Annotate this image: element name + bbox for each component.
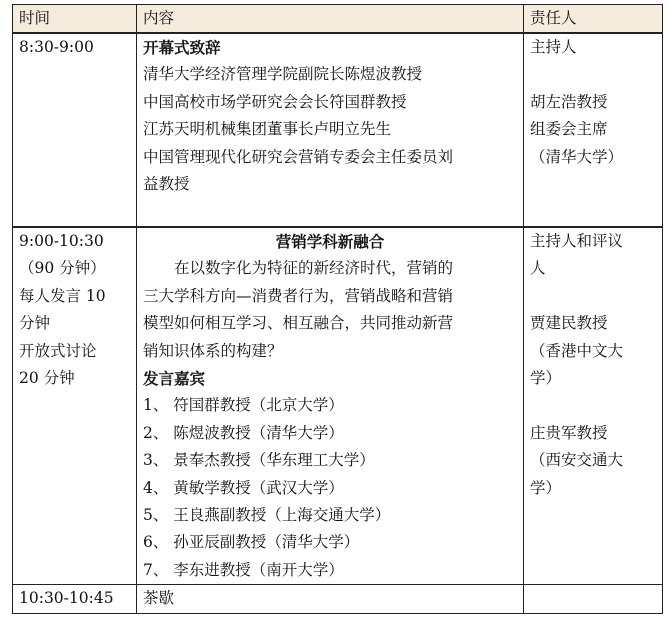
speakers-heading: 发言嘉宾 [143,369,206,389]
header-content: 内容 [137,5,524,34]
time-text: 开放式讨论 [19,341,97,360]
owner-line: 贾建民教授 [530,314,608,333]
owner-line: 学） [530,478,562,497]
time-cell [13,33,137,227]
header-time: 时间 [13,5,137,34]
speaker-item: 1、 符国群教授（北京大学） [143,396,344,415]
speaker-item: 5、 王良燕副教授（上海交通大学） [143,506,391,525]
owner-line: 庄贵军教授 [530,423,608,442]
paragraph-line: 模型如何相互学习、相互融合，共同推动新营 [143,314,454,333]
content-line: 益教授 [143,175,190,194]
session-title: 开幕式致辞 [143,38,221,57]
paragraph-line: 销知识体系的构建？ [143,341,283,360]
speaker-item: 2、 陈煜波教授（清华大学） [143,423,344,442]
schedule-table [12,4,663,614]
owner-line: （清华大学） [530,147,624,166]
time-text: 每人发言 10 [19,286,106,305]
owner-cell [524,33,663,227]
paragraph-line: 在以数字化为特征的新经济时代，营销的 [174,259,454,278]
time-cell [13,585,137,613]
owner-line: 主持人和评议 [530,232,624,250]
time-cell [13,227,137,585]
table-row [13,585,663,613]
owner-line: 学） [530,369,562,388]
speaker-item: 7、 李东进教授（南开大学） [143,560,344,579]
owner-cell [524,227,663,585]
content-cell [137,585,524,613]
header-owner: 责任人 [524,5,663,34]
content-line: 茶歇 [143,589,175,608]
owner-line: （香港中文大 [530,341,624,360]
content-cell [137,227,524,585]
session-title: 营销学科新融合 [275,232,385,251]
content-line: 中国管理现代化研究会营销专委会主任委员刘 [143,147,454,166]
content-line: 江苏天明机械集团董事长卢明立先生 [143,120,392,139]
speaker-item: 3、 景奉杰教授（华东理工大学） [143,451,375,470]
owner-line: （西安交通大 [530,451,624,470]
speaker-item: 4、 黄敏学教授（武汉大学） [143,478,344,497]
time-text: （90 分钟） [19,259,106,278]
owner-line: 组委会主席 [530,120,608,139]
paragraph-line: 三大学科方向—消费者行为，营销战略和营销 [143,286,454,305]
owner-cell [524,585,663,613]
owner-line: 人 [530,259,546,278]
content-cell [137,33,524,227]
speaker-item: 6、 孙亚辰副教授（清华大学） [143,533,360,552]
time-text: 分钟 [19,314,51,333]
time-text: 10:30-10:45 [19,589,114,608]
owner-line: 胡左浩教授 [530,92,608,111]
table-row [13,227,663,585]
spacer [530,392,656,419]
spacer [530,283,656,310]
content-line: 清华大学经济管理学院副院长陈煜波教授 [143,65,423,84]
time-text: 8:30-9:00 [19,38,94,56]
time-text: 9:00-10:30 [19,232,104,250]
content-line: 中国高校市场学研究会会长符国群教授 [143,92,407,111]
owner-line: 主持人 [530,38,577,56]
time-text: 20 分钟 [19,369,75,388]
header-row [13,5,663,34]
table-row [13,33,663,227]
spacer [530,61,656,88]
